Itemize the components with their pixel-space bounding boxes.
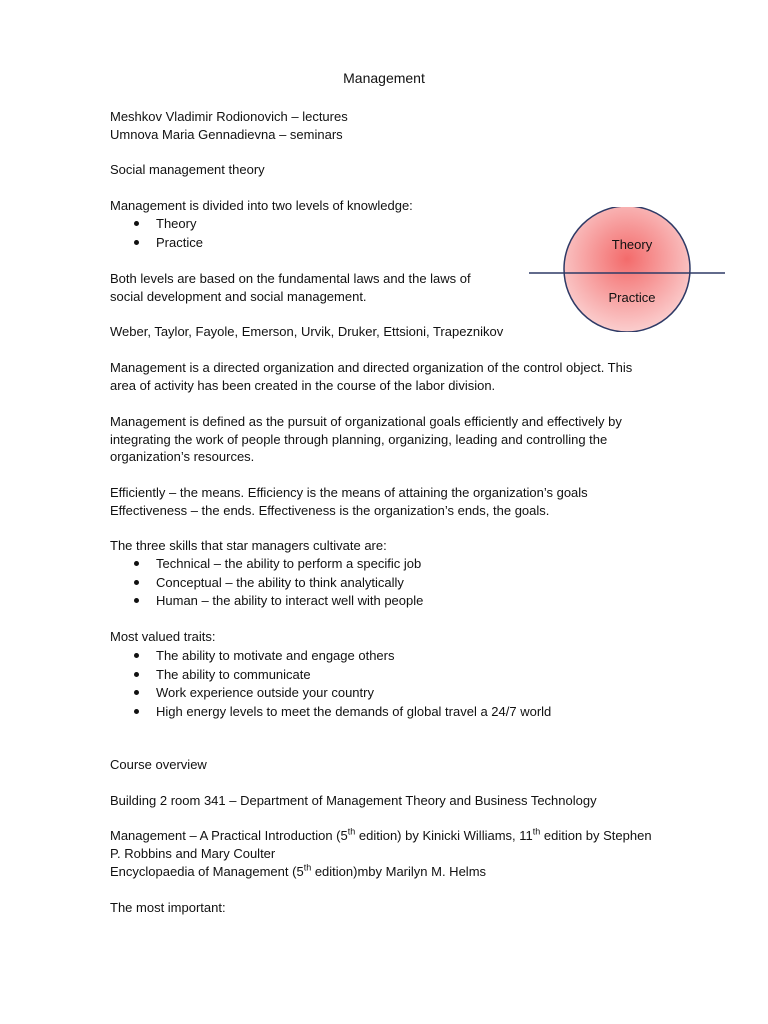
skills-intro: The three skills that star managers cultivate are: [110,538,387,553]
course-overview-heading: Course overview [110,757,207,772]
definition-1-line-1: Management is a directed organization and directed organization of the control object. This [110,360,633,375]
definition-2-line-3: organization’s resources. [110,449,255,464]
knowledge-circle [564,207,690,332]
levels-list [110,215,203,252]
list-item: The ability to motivate and engage others [110,647,551,666]
list-item: Conceptual – the ability to think analytically [110,574,423,593]
levels-intro: Management is divided into two levels of knowledge: [110,198,413,213]
skills-list [110,555,423,611]
subject-line: Social management theory [110,162,265,177]
book-2-line: Encyclopaedia of Management (5th edition)mby Marilyn M. Helms [110,862,487,879]
location-line: Building 2 room 341 – Department of Management Theory and Business Technology [110,793,597,808]
list-item: Practice [110,234,203,253]
definition-2-line-1: Management is defined as the pursuit of organizational goals efficiently and effectively by [110,414,622,429]
traits-intro: Most valued traits: [110,629,216,644]
list-item: High energy levels to meet the demands of global travel a 24/7 world [110,703,551,722]
book-1-line-1: Management – A Practical Introduction (5th edition) by Kinicki Williams, 11th edition by Stephen [110,826,652,843]
staff-seminar-leader: Umnova Maria Gennadievna – seminars [110,127,343,142]
list-item: Theory [110,215,203,234]
staff-lecturer: Meshkov Vladimir Rodionovich – lectures [110,109,348,124]
list-item: Technical – the ability to perform a specific job [110,555,423,574]
theory-label: Theory [611,237,653,252]
basis-line-1: Both levels are based on the fundamental laws and the laws of [110,271,471,286]
definition-1-line-2: area of activity has been created in the course of the labor division. [110,378,496,393]
definition-2-line-2: integrating the work of people through planning, organizing, leading and controlling the [110,432,608,447]
book-1-line-2: P. Robbins and Mary Coulter [110,846,276,861]
traits-list [110,647,551,721]
closing-line: The most important: [110,900,226,915]
list-item: Human – the ability to interact well with people [110,592,423,611]
list-item: Work experience outside your country [110,684,551,703]
theory-practice-diagram [527,207,727,332]
effectiveness-line: Effectiveness – the ends. Effectiveness is the organization’s ends, the goals. [110,503,550,518]
efficiency-line: Efficiently – the means. Efficiency is the means of attaining the organization’s goals [110,485,588,500]
list-item: The ability to communicate [110,666,551,685]
basis-line-2: social development and social management. [110,289,367,304]
page-title: Management [343,70,425,86]
practice-label: Practice [608,290,656,305]
authors-line: Weber, Taylor, Fayole, Emerson, Urvik, Druker, Ettsioni, Trapeznikov [110,324,504,339]
